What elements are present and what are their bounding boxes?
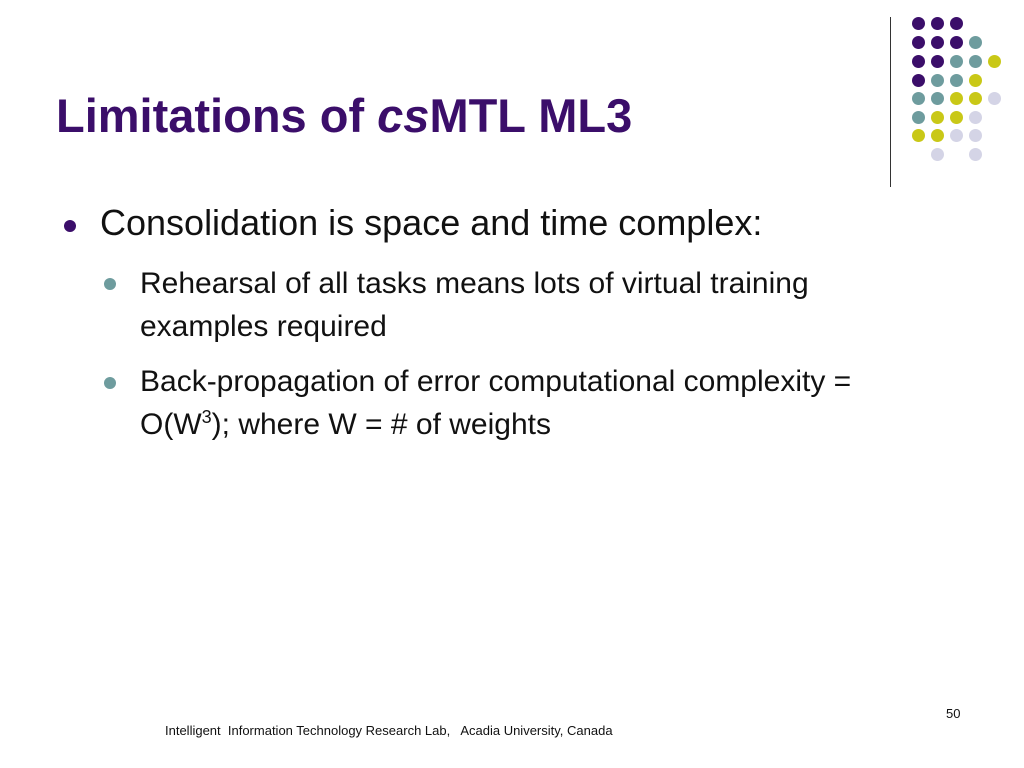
dot <box>969 55 982 68</box>
dot <box>931 55 944 68</box>
superscript: 3 <box>201 407 212 427</box>
bullet-marker <box>104 377 116 389</box>
bullet-text: ); where W = # of weights <box>211 408 551 441</box>
dot <box>931 148 944 161</box>
dot <box>950 17 963 30</box>
dot <box>912 111 925 124</box>
dot <box>988 92 1001 105</box>
dot <box>931 92 944 105</box>
title-suffix: MTL ML3 <box>429 89 633 142</box>
dot <box>969 36 982 49</box>
dot <box>912 74 925 87</box>
dot <box>912 55 925 68</box>
dot <box>931 36 944 49</box>
slide-title <box>56 88 632 144</box>
dot <box>969 92 982 105</box>
bullet-level2: Rehearsal of all tasks means lots of virtual training examples required <box>140 267 809 343</box>
title-prefix: Limitations of <box>56 89 378 142</box>
dot <box>931 129 944 142</box>
bullet-marker <box>104 278 116 290</box>
dot <box>969 148 982 161</box>
dot <box>969 111 982 124</box>
dot <box>969 74 982 87</box>
bullet-text: Back-propagation of error computational complexity = O(W <box>140 365 852 441</box>
footer-text: Intelligent Information Technology Research Lab, Acadia University, Canada <box>165 723 613 738</box>
dot <box>950 74 963 87</box>
dot <box>912 92 925 105</box>
dot <box>912 129 925 142</box>
dot <box>969 129 982 142</box>
dot <box>950 55 963 68</box>
dot <box>950 92 963 105</box>
vertical-divider <box>890 17 891 187</box>
dot <box>912 36 925 49</box>
dot <box>912 17 925 30</box>
page-number: 50 <box>946 706 961 721</box>
dot <box>931 74 944 87</box>
dot <box>950 36 963 49</box>
dot <box>931 111 944 124</box>
bullet-level1: Consolidation is space and time complex: <box>100 202 763 243</box>
dot <box>931 17 944 30</box>
bullet-level2 <box>140 360 880 446</box>
bullet-marker <box>64 220 76 232</box>
title-italic: cs <box>377 89 430 142</box>
dot <box>950 129 963 142</box>
dot <box>988 55 1001 68</box>
dot <box>950 111 963 124</box>
